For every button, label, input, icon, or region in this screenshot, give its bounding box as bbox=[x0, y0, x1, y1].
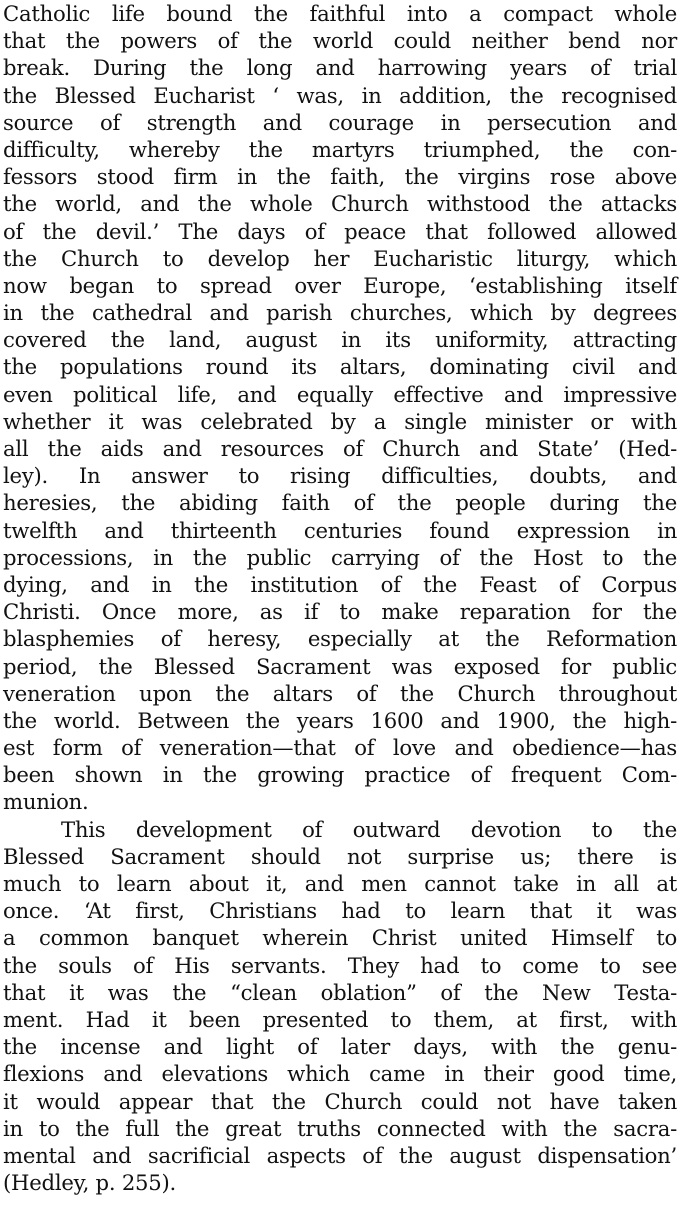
paragraph-1-line: Catholic life bound the faithful into a compact whole bbox=[3, 1, 677, 26]
paragraph-1-line: of the devil.’ The days of peace that followed allowed bbox=[3, 218, 677, 244]
paragraph-2-line: that it was the “clean oblation” of the New Testa- bbox=[3, 979, 677, 1005]
paragraph-2-line: the souls of His servants. They had to come to see bbox=[3, 952, 677, 978]
paragraph-1-line: the populations round its altars, dominating civil and bbox=[3, 354, 677, 380]
paragraph-1-line: the world. Between the years 1600 and 1900, the high- bbox=[3, 707, 677, 733]
paragraph-1-line: difficulty, whereby the martyrs triumphed, the con- bbox=[3, 136, 677, 162]
paragraph-1 bbox=[3, 0, 677, 816]
paragraph-1-line: period, the Blessed Sacrament was exposed for public bbox=[3, 653, 677, 679]
paragraph-1-line: all the aids and resources of Church and State’ (Hed- bbox=[3, 436, 677, 461]
paragraph-1-line: even political life, and equally effective and impressive bbox=[3, 381, 677, 407]
paragraph-1-line: the Blessed Eucharist ‘ was, in addition, the recognised bbox=[3, 82, 677, 108]
paragraph-1-line: dying, and in the institution of the Feast of Corpus bbox=[3, 571, 677, 597]
paragraph-1-line: veneration upon the altars of the Church throughout bbox=[3, 680, 677, 706]
paragraph-2-line: the incense and light of later days, with the genu- bbox=[3, 1034, 677, 1060]
paragraph-1-line: the Church to develop her Eucharistic liturgy, which bbox=[3, 245, 677, 271]
paragraph-1-line: Christi. Once more, as if to make reparation for the bbox=[3, 599, 677, 625]
paragraph-2 bbox=[3, 816, 677, 1197]
paragraph-1-line: source of strength and courage in persecution and bbox=[3, 109, 677, 135]
paragraph-2-line: mental and sacrificial aspects of the august dispensation’ bbox=[3, 1142, 677, 1168]
paragraph-1-line: blasphemies of heresy, especially at the Reformation bbox=[3, 626, 677, 652]
paragraph-1-line: been shown in the growing practice of frequent Com- bbox=[3, 762, 677, 788]
paragraph-1-line: ley). In answer to rising difficulties, doubts, and bbox=[3, 463, 677, 489]
paragraph-1-line: that the powers of the world could neither bend nor bbox=[3, 28, 677, 54]
paragraph-2-line: in to the full the great truths connected with the sacra- bbox=[3, 1115, 677, 1141]
paragraph-2-line: (Hedley, p. 255). bbox=[3, 1170, 177, 1196]
paragraph-2-line: Blessed Sacrament should not surprise us; there is bbox=[3, 843, 677, 869]
paragraph-1-line: break. During the long and harrowing years of trial bbox=[3, 55, 677, 81]
paragraph-2-line: ment. Had it been presented to them, at first, with bbox=[3, 1006, 677, 1032]
paragraph-2-line: This development of outward devotion to the bbox=[61, 816, 677, 842]
paragraph-1-line: est form of veneration—that of love and obedience—has bbox=[3, 735, 677, 761]
paragraph-1-line: covered the land, august in its uniformity, attracting bbox=[3, 327, 677, 353]
paragraph-2-line: once. ‘At first, Christians had to learn that it was bbox=[3, 898, 677, 924]
paragraph-2-line: flexions and elevations which came in their good time, bbox=[3, 1061, 677, 1087]
paragraph-1-line: the world, and the whole Church withstood the attacks bbox=[3, 191, 677, 217]
paragraph-1-line: processions, in the public carrying of the Host to the bbox=[3, 544, 677, 570]
paragraph-2-line: it would appear that the Church could not have taken bbox=[3, 1088, 677, 1114]
paragraph-2-line: a common banquet wherein Christ united Himself to bbox=[3, 925, 677, 951]
paragraph-1-line: heresies, the abiding faith of the people during the bbox=[3, 490, 677, 516]
paragraph-2-line: much to learn about it, and men cannot take in all at bbox=[3, 871, 677, 896]
paragraph-1-line: now began to spread over Europe, ‘establishing itself bbox=[3, 272, 677, 298]
paragraph-1-line: twelfth and thirteenth centuries found expression in bbox=[3, 517, 677, 543]
paragraph-1-line: whether it was celebrated by a single minister or with bbox=[3, 408, 677, 434]
paragraph-1-line: munion. bbox=[3, 789, 89, 815]
paragraph-1-line: fessors stood firm in the faith, the virgins rose above bbox=[3, 164, 677, 190]
paragraph-1-line: in the cathedral and parish churches, which by degrees bbox=[3, 300, 677, 326]
